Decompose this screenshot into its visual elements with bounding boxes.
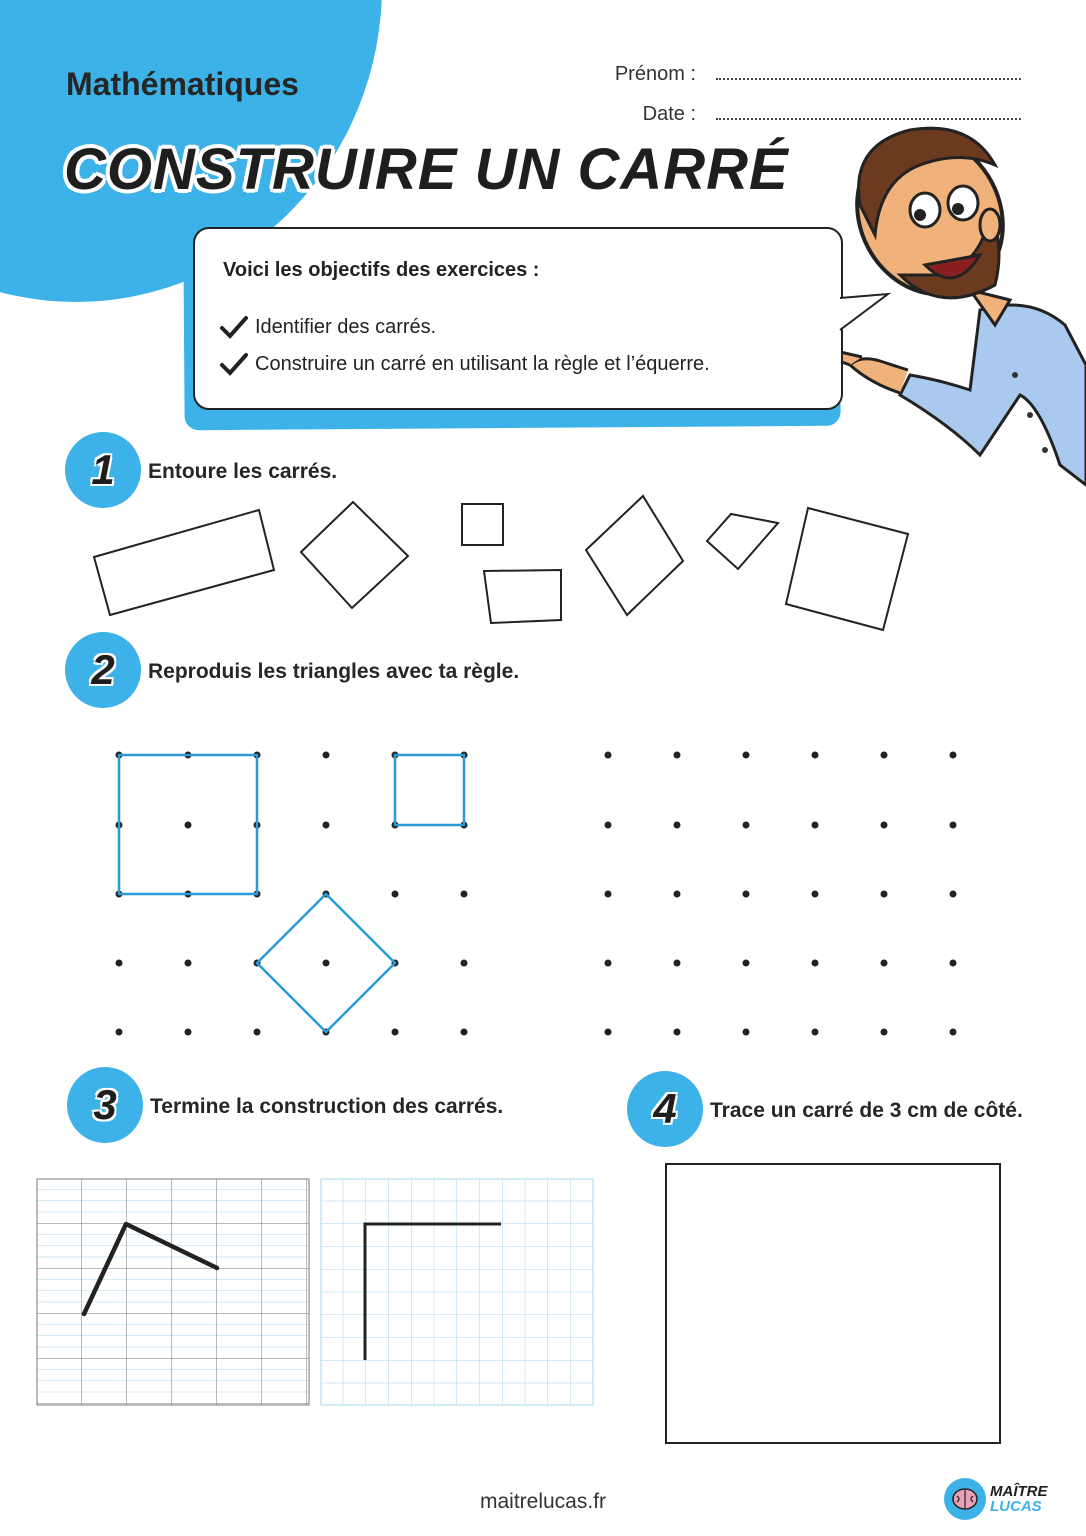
exercise-1-shapes [0, 480, 1086, 640]
shape-rectangle[interactable] [94, 510, 274, 615]
exercise-1-instruction: Entoure les carrés. [148, 460, 338, 483]
date-field[interactable] [716, 118, 1021, 120]
firstname-field[interactable] [716, 78, 1021, 80]
page-title: CONSTRUIRE UN CARRÉ [64, 137, 789, 202]
square-grid[interactable] [320, 1178, 594, 1406]
check-icon [219, 315, 249, 339]
drawing-area[interactable] [665, 1163, 1001, 1444]
bubble-tail [838, 290, 898, 340]
date-label: Date : [642, 103, 696, 125]
logo-line2: LUCAS [990, 1498, 1042, 1515]
exercise-2-dot-grids [0, 740, 1086, 1050]
subject-label: Mathématiques [66, 66, 299, 102]
firstname-label: Prénom : [614, 63, 696, 85]
footer-url[interactable]: maitrelucas.fr [479, 1490, 607, 1513]
exercise-2-instruction: Reproduis les triangles avec ta règle. [148, 660, 520, 683]
answer-dot-grid[interactable] [605, 752, 957, 1036]
objectives-heading: Voici les objectifs des exercices : [223, 259, 540, 281]
exercise-1-number: 1 [65, 432, 141, 508]
shape-square[interactable] [301, 502, 408, 608]
check-icon [219, 352, 249, 376]
shape-square[interactable] [786, 508, 908, 630]
objective-item [219, 315, 436, 339]
seyes-grid[interactable] [36, 1178, 310, 1406]
shape-square[interactable] [462, 504, 503, 545]
model-squares [119, 755, 464, 1032]
exercise-3-instruction: Termine la construction des carrés. [150, 1095, 504, 1118]
objectives-bubble [193, 227, 843, 410]
objective-item [219, 352, 710, 376]
shape-kite[interactable] [707, 514, 778, 569]
exercise-4-number: 4 [627, 1071, 703, 1147]
shape-rhombus[interactable] [586, 496, 683, 615]
shape-trapezoid[interactable] [484, 570, 561, 623]
brand-logo [944, 1478, 1048, 1520]
objective-text: Construire un carré en utilisant la règle et l’équerre. [255, 352, 710, 375]
logo-line1: MAÎTRE [990, 1483, 1048, 1500]
exercise-3-number: 3 [67, 1067, 143, 1143]
exercise-2-number: 2 [65, 632, 141, 708]
objective-text: Identifier des carrés. [255, 315, 437, 338]
exercise-4-instruction: Trace un carré de 3 cm de côté. [710, 1099, 1023, 1122]
brain-icon [944, 1478, 986, 1520]
